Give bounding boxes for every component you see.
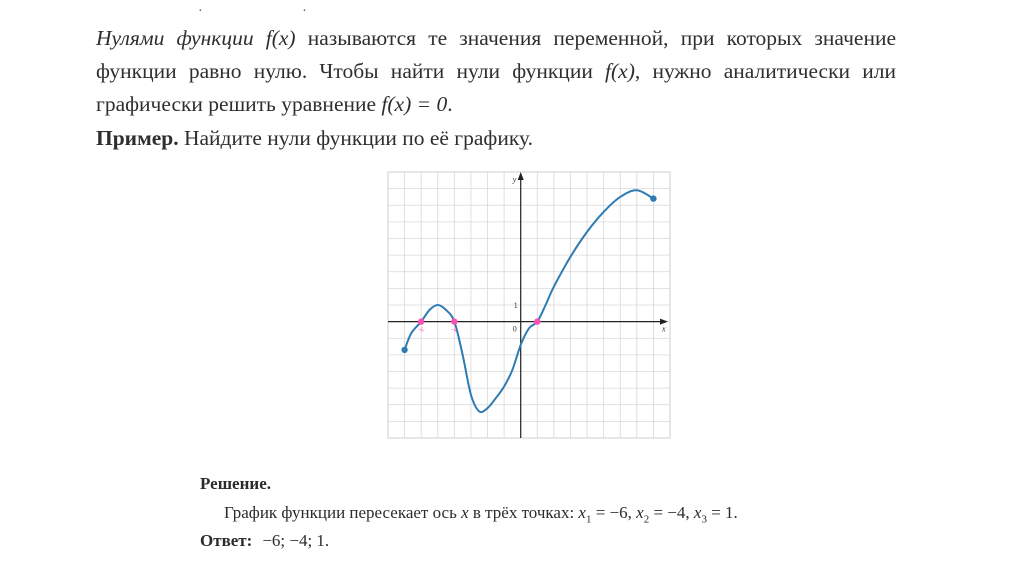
definition-paragraph bbox=[96, 22, 896, 121]
definition-text-1: называются те значения переменной, при которых значение функции равно нулю. Чтобы найти нули функции bbox=[96, 26, 897, 83]
zero-point bbox=[418, 318, 424, 324]
root-1-var: x bbox=[578, 503, 586, 522]
definition-equation: f(x) = 0 bbox=[381, 92, 448, 116]
example-text: Найдите нули функции по её графику. bbox=[178, 126, 533, 150]
solution-var: x bbox=[461, 503, 469, 522]
definition-function-2: f(x) bbox=[605, 59, 635, 83]
definition-term: Нулями функции bbox=[96, 26, 254, 50]
header-marks: · · bbox=[198, 4, 355, 19]
solution-prefix: График функции пересекает ось bbox=[224, 503, 462, 522]
solution-title: Решение. bbox=[200, 474, 271, 493]
root-2-value: = −4, bbox=[649, 503, 694, 522]
root-2-var: x bbox=[636, 503, 644, 522]
solution-text bbox=[224, 503, 738, 525]
x-axis-label: x bbox=[662, 324, 666, 334]
y-axis-label: y bbox=[512, 175, 517, 184]
curve-start-point bbox=[401, 347, 407, 353]
origin-label: 0 bbox=[512, 324, 517, 334]
root-3-value: = 1. bbox=[706, 503, 738, 522]
root-1-value: = −6, bbox=[591, 503, 637, 522]
answer-label: Ответ: bbox=[200, 531, 253, 550]
solution-middle: в трёх точках: bbox=[468, 503, 579, 522]
root-3-sub: 3 bbox=[701, 513, 707, 526]
root-1-sub: 1 bbox=[585, 513, 592, 526]
zero-label: -4 bbox=[451, 326, 457, 334]
curve-end-point bbox=[650, 195, 656, 201]
example-label: Пример. bbox=[96, 126, 179, 150]
zero-point bbox=[451, 318, 457, 324]
graph-svg bbox=[386, 170, 672, 442]
root-3-var: x bbox=[693, 503, 702, 522]
answer-line bbox=[200, 531, 329, 551]
definition-end: . bbox=[447, 92, 453, 116]
answer-value: −6; −4; 1. bbox=[262, 531, 330, 550]
example-heading bbox=[96, 126, 533, 151]
unit-label: 1 bbox=[513, 301, 518, 310]
zero-point bbox=[534, 318, 540, 324]
function-graph bbox=[386, 170, 672, 447]
root-2-sub: 2 bbox=[643, 513, 650, 526]
definition-function: f(x) bbox=[265, 26, 296, 50]
zero-label: -6 bbox=[418, 326, 424, 334]
definition-text-2: , нужно аналитически или графически решить уравнение bbox=[96, 59, 896, 116]
